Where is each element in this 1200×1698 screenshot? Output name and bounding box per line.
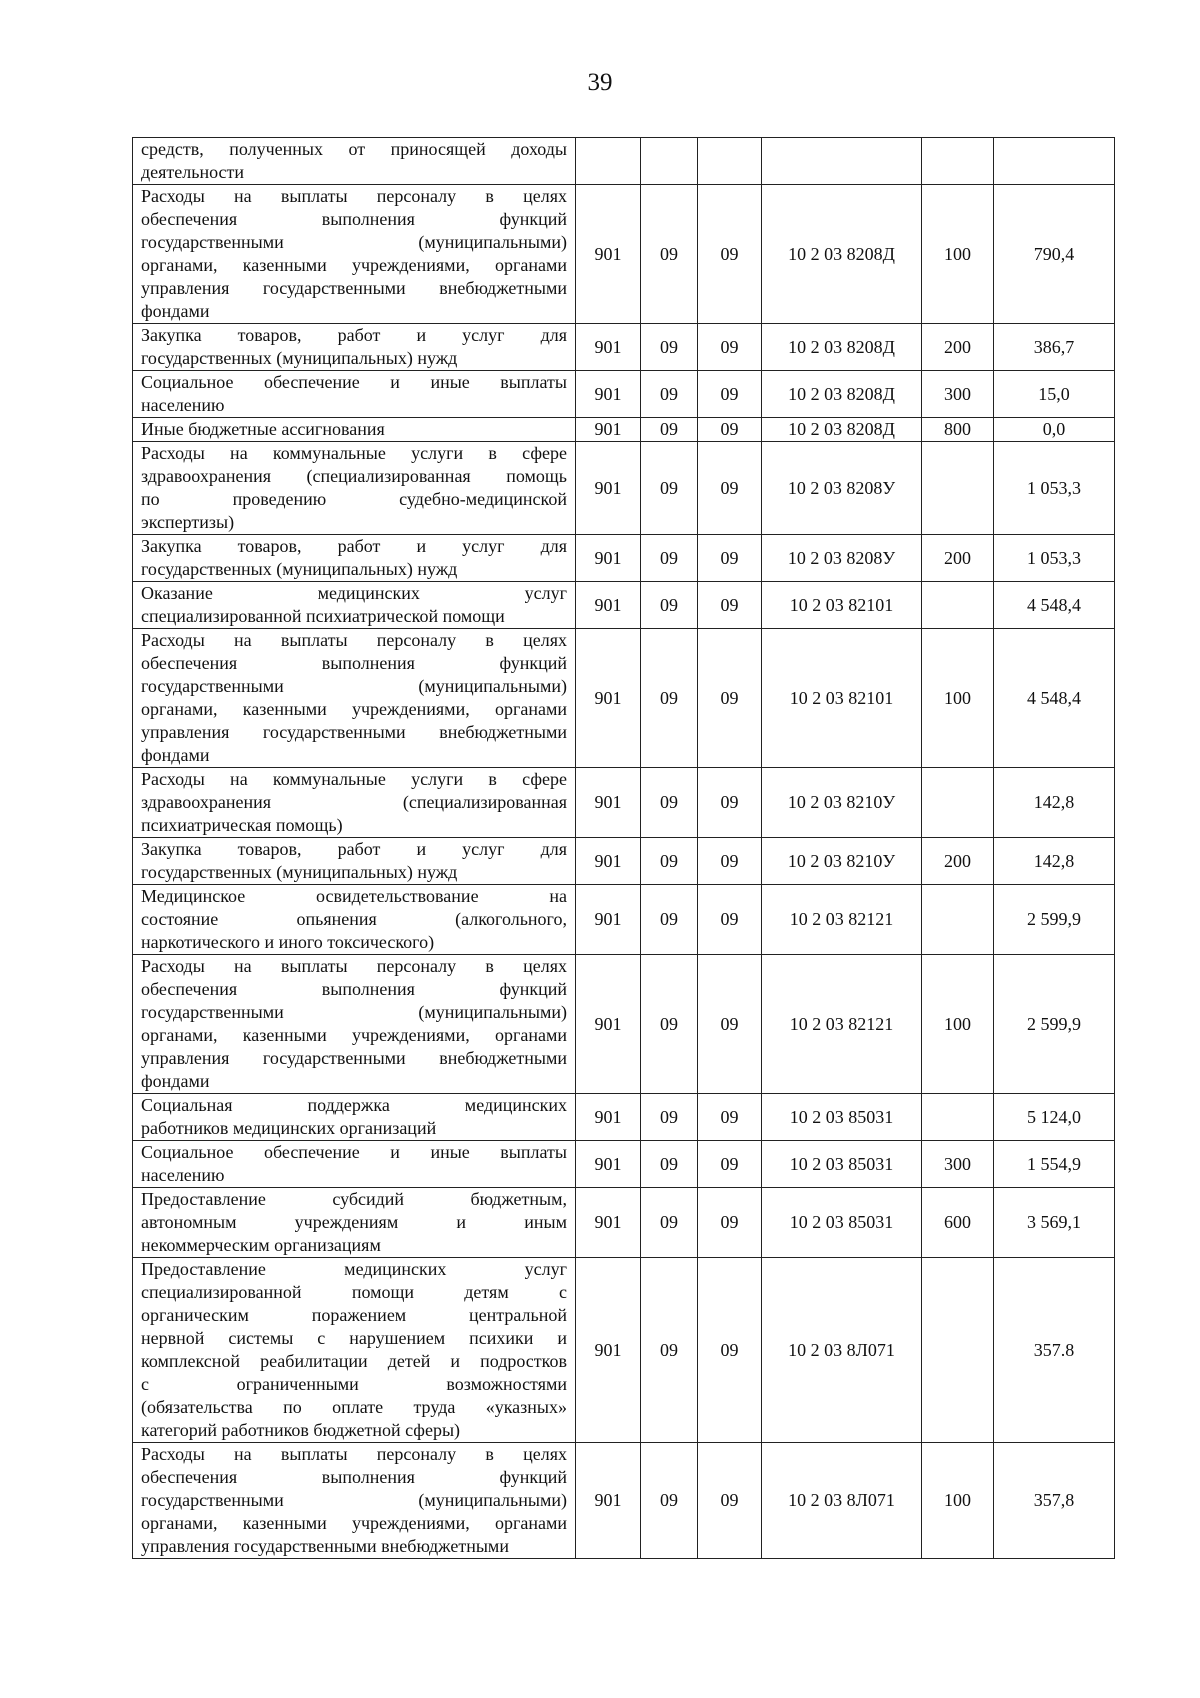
description-line: населению [141, 1165, 225, 1185]
description-line: органами, казенными учреждениями, органами [141, 255, 567, 275]
description-line: Предоставление субсидий бюджетным, [141, 1189, 567, 1209]
amount-cell: 3 569,1 [994, 1188, 1115, 1258]
admin-code-cell: 901 [576, 442, 641, 535]
description-cell [133, 582, 576, 629]
subsection-cell: 09 [698, 1094, 762, 1141]
admin-code-cell: 901 [576, 1141, 641, 1188]
section-cell: 09 [641, 768, 698, 838]
expense-type-cell: 100 [922, 955, 994, 1094]
description-line: состояние опьянения (алкогольного, [141, 909, 567, 929]
description-line: средств, полученных от приносящей доходы [141, 139, 567, 159]
amount-cell: 1 053,3 [994, 535, 1115, 582]
subsection-cell: 09 [698, 955, 762, 1094]
section-cell: 09 [641, 885, 698, 955]
description-line: автономным учреждениям и иным [141, 1212, 567, 1232]
table-row [133, 838, 1115, 885]
amount-cell [994, 138, 1115, 185]
description-line: обеспечения выполнения функций [141, 209, 567, 229]
description-line: обеспечения выполнения функций [141, 653, 567, 673]
description-line: с ограниченными возможностями [141, 1374, 567, 1394]
description-line: органами, казенными учреждениями, органами [141, 1513, 567, 1533]
admin-code-cell: 901 [576, 838, 641, 885]
subsection-cell: 09 [698, 1258, 762, 1443]
section-cell: 09 [641, 1188, 698, 1258]
description-line: фондами [141, 301, 210, 321]
amount-cell: 5 124,0 [994, 1094, 1115, 1141]
expense-type-cell: 200 [922, 838, 994, 885]
amount-cell: 2 599,9 [994, 955, 1115, 1094]
page-number: 39 [587, 69, 613, 96]
expense-type-cell [922, 582, 994, 629]
table-row [133, 629, 1115, 768]
target-article-cell: 10 2 03 8208Д [762, 185, 922, 324]
subsection-cell: 09 [698, 371, 762, 418]
description-line: Социальное обеспечение и иные выплаты [141, 1142, 567, 1162]
subsection-cell: 09 [698, 1443, 762, 1559]
description-cell [133, 535, 576, 582]
section-cell: 09 [641, 955, 698, 1094]
section-cell: 09 [641, 1258, 698, 1443]
table-row [133, 768, 1115, 838]
amount-cell: 2 599,9 [994, 885, 1115, 955]
target-article-cell: 10 2 03 8208У [762, 535, 922, 582]
description-line: фондами [141, 745, 210, 765]
subsection-cell: 09 [698, 418, 762, 442]
description-line: здравоохранения (специализированная [141, 792, 567, 812]
description-cell [133, 1094, 576, 1141]
expense-type-cell [922, 442, 994, 535]
admin-code-cell: 901 [576, 768, 641, 838]
admin-code-cell: 901 [576, 1188, 641, 1258]
target-article-cell: 10 2 03 8Л071 [762, 1258, 922, 1443]
target-article-cell: 10 2 03 8208Д [762, 418, 922, 442]
admin-code-cell: 901 [576, 1443, 641, 1559]
target-article-cell [762, 138, 922, 185]
target-article-cell: 10 2 03 82121 [762, 885, 922, 955]
description-line: государственными (муниципальными) [141, 676, 567, 696]
admin-code-cell: 901 [576, 629, 641, 768]
admin-code-cell: 901 [576, 1258, 641, 1443]
description-line: Социальное обеспечение и иные выплаты [141, 372, 567, 392]
description-line: государственных (муниципальных) нужд [141, 559, 458, 579]
amount-cell: 357,8 [994, 1443, 1115, 1559]
description-cell [133, 1443, 576, 1559]
description-line: психиатрическая помощь) [141, 815, 343, 835]
table-row [133, 1141, 1115, 1188]
description-line: государственных (муниципальных) нужд [141, 348, 458, 368]
subsection-cell: 09 [698, 1188, 762, 1258]
table-row [133, 1188, 1115, 1258]
description-line: органами, казенными учреждениями, органами [141, 1025, 567, 1045]
description-line: Закупка товаров, работ и услуг для [141, 839, 567, 859]
section-cell [641, 138, 698, 185]
target-article-cell: 10 2 03 85031 [762, 1188, 922, 1258]
expense-type-cell [922, 885, 994, 955]
description-cell [133, 1141, 576, 1188]
subsection-cell: 09 [698, 324, 762, 371]
description-cell [133, 185, 576, 324]
expense-type-cell: 300 [922, 1141, 994, 1188]
budget-table-body [133, 138, 1115, 1559]
description-line: Закупка товаров, работ и услуг для [141, 325, 567, 345]
target-article-cell: 10 2 03 8210У [762, 768, 922, 838]
admin-code-cell: 901 [576, 885, 641, 955]
description-line: нервной системы с нарушением психики и [141, 1328, 567, 1348]
table-row [133, 1094, 1115, 1141]
expense-type-cell [922, 1094, 994, 1141]
expense-type-cell: 800 [922, 418, 994, 442]
description-line: Расходы на коммунальные услуги в сфере [141, 769, 567, 789]
target-article-cell: 10 2 03 8210У [762, 838, 922, 885]
admin-code-cell: 901 [576, 535, 641, 582]
description-line: обеспечения выполнения функций [141, 1467, 567, 1487]
description-cell [133, 838, 576, 885]
subsection-cell: 09 [698, 535, 762, 582]
expense-type-cell [922, 1258, 994, 1443]
description-line: категорий работников бюджетной сферы) [141, 1420, 461, 1440]
admin-code-cell: 901 [576, 582, 641, 629]
amount-cell: 790,4 [994, 185, 1115, 324]
description-line: государственными (муниципальными) [141, 1002, 567, 1022]
description-line: Расходы на выплаты персоналу в целях [141, 630, 567, 650]
table-row [133, 185, 1115, 324]
description-line: фондами [141, 1071, 210, 1091]
section-cell: 09 [641, 418, 698, 442]
admin-code-cell: 901 [576, 371, 641, 418]
section-cell: 09 [641, 838, 698, 885]
target-article-cell: 10 2 03 85031 [762, 1141, 922, 1188]
description-cell [133, 629, 576, 768]
section-cell: 09 [641, 582, 698, 629]
expense-type-cell: 600 [922, 1188, 994, 1258]
subsection-cell: 09 [698, 768, 762, 838]
description-line: специализированной психиатрической помощи [141, 606, 505, 626]
description-line: работников медицинских организаций [141, 1118, 437, 1138]
description-line: управления государственными внебюджетными [141, 1048, 567, 1068]
target-article-cell: 10 2 03 8208Д [762, 324, 922, 371]
subsection-cell: 09 [698, 442, 762, 535]
description-line: Оказание медицинских услуг [141, 583, 567, 603]
table-row [133, 885, 1115, 955]
target-article-cell: 10 2 03 85031 [762, 1094, 922, 1141]
target-article-cell: 10 2 03 82101 [762, 629, 922, 768]
description-line: управления государственными внебюджетными [141, 1536, 509, 1556]
section-cell: 09 [641, 371, 698, 418]
admin-code-cell: 901 [576, 1094, 641, 1141]
amount-cell: 0,0 [994, 418, 1115, 442]
amount-cell: 142,8 [994, 768, 1115, 838]
description-cell [133, 955, 576, 1094]
table-row [133, 324, 1115, 371]
subsection-cell [698, 138, 762, 185]
section-cell: 09 [641, 535, 698, 582]
description-cell [133, 324, 576, 371]
description-line: органическим поражением центральной [141, 1305, 567, 1325]
amount-cell: 4 548,4 [994, 629, 1115, 768]
amount-cell: 386,7 [994, 324, 1115, 371]
amount-cell: 142,8 [994, 838, 1115, 885]
expense-type-cell [922, 768, 994, 838]
table-row [133, 1258, 1115, 1443]
description-line: Закупка товаров, работ и услуг для [141, 536, 567, 556]
description-line: государственных (муниципальных) нужд [141, 862, 458, 882]
subsection-cell: 09 [698, 185, 762, 324]
section-cell: 09 [641, 1094, 698, 1141]
description-line: Социальная поддержка медицинских [141, 1095, 567, 1115]
description-line: управления государственными внебюджетными [141, 278, 567, 298]
description-line: комплексной реабилитации детей и подростков [141, 1351, 567, 1371]
amount-cell: 1 554,9 [994, 1141, 1115, 1188]
amount-cell: 357.8 [994, 1258, 1115, 1443]
expense-type-cell: 200 [922, 324, 994, 371]
description-line: экспертизы) [141, 512, 235, 532]
description-cell [133, 442, 576, 535]
description-line: Расходы на выплаты персоналу в целях [141, 956, 567, 976]
table-row [133, 418, 1115, 442]
description-line: государственными (муниципальными) [141, 232, 567, 252]
amount-cell: 1 053,3 [994, 442, 1115, 535]
description-line: Медицинское освидетельствование на [141, 886, 567, 906]
expense-type-cell: 100 [922, 1443, 994, 1559]
subsection-cell: 09 [698, 838, 762, 885]
section-cell: 09 [641, 1443, 698, 1559]
table-row [133, 1443, 1115, 1559]
target-article-cell: 10 2 03 8208У [762, 442, 922, 535]
description-cell [133, 768, 576, 838]
description-line: органами, казенными учреждениями, органами [141, 699, 567, 719]
admin-code-cell: 901 [576, 185, 641, 324]
target-article-cell: 10 2 03 82101 [762, 582, 922, 629]
target-article-cell: 10 2 03 8208Д [762, 371, 922, 418]
description-cell [133, 1188, 576, 1258]
admin-code-cell: 901 [576, 324, 641, 371]
description-line: Расходы на выплаты персоналу в целях [141, 186, 567, 206]
description-cell [133, 371, 576, 418]
subsection-cell: 09 [698, 629, 762, 768]
amount-cell: 4 548,4 [994, 582, 1115, 629]
description-line: деятельности [141, 162, 245, 182]
table-row [133, 442, 1115, 535]
admin-code-cell: 901 [576, 955, 641, 1094]
description-line: наркотического и иного токсического) [141, 932, 435, 952]
table-row [133, 371, 1115, 418]
description-line: населению [141, 395, 225, 415]
description-line: государственными (муниципальными) [141, 1490, 567, 1510]
table-row [133, 535, 1115, 582]
description-cell [133, 418, 576, 442]
expense-type-cell: 200 [922, 535, 994, 582]
subsection-cell: 09 [698, 1141, 762, 1188]
section-cell: 09 [641, 324, 698, 371]
section-cell: 09 [641, 185, 698, 324]
section-cell: 09 [641, 1141, 698, 1188]
description-line: некоммерческим организациям [141, 1235, 381, 1255]
budget-table [132, 137, 1115, 1559]
admin-code-cell: 901 [576, 418, 641, 442]
description-cell [133, 885, 576, 955]
table-row [133, 955, 1115, 1094]
admin-code-cell [576, 138, 641, 185]
expense-type-cell: 100 [922, 185, 994, 324]
description-cell [133, 138, 576, 185]
description-line: Иные бюджетные ассигнования [141, 419, 385, 439]
description-line: Расходы на коммунальные услуги в сфере [141, 443, 567, 463]
description-line: специализированной помощи детям с [141, 1282, 567, 1302]
description-line: Предоставление медицинских услуг [141, 1259, 567, 1279]
section-cell: 09 [641, 629, 698, 768]
section-cell: 09 [641, 442, 698, 535]
description-line: управления государственными внебюджетными [141, 722, 567, 742]
expense-type-cell: 300 [922, 371, 994, 418]
description-line: (обязательства по оплате труда «указных» [141, 1397, 567, 1417]
expense-type-cell: 100 [922, 629, 994, 768]
description-line: по проведению судебно-медицинской [141, 489, 567, 509]
description-line: здравоохранения (специализированная помощь [141, 466, 567, 486]
description-cell [133, 1258, 576, 1443]
description-line: Расходы на выплаты персоналу в целях [141, 1444, 567, 1464]
table-row [133, 582, 1115, 629]
subsection-cell: 09 [698, 582, 762, 629]
target-article-cell: 10 2 03 8Л071 [762, 1443, 922, 1559]
subsection-cell: 09 [698, 885, 762, 955]
description-line: обеспечения выполнения функций [141, 979, 567, 999]
target-article-cell: 10 2 03 82121 [762, 955, 922, 1094]
amount-cell: 15,0 [994, 371, 1115, 418]
expense-type-cell [922, 138, 994, 185]
table-row [133, 138, 1115, 185]
